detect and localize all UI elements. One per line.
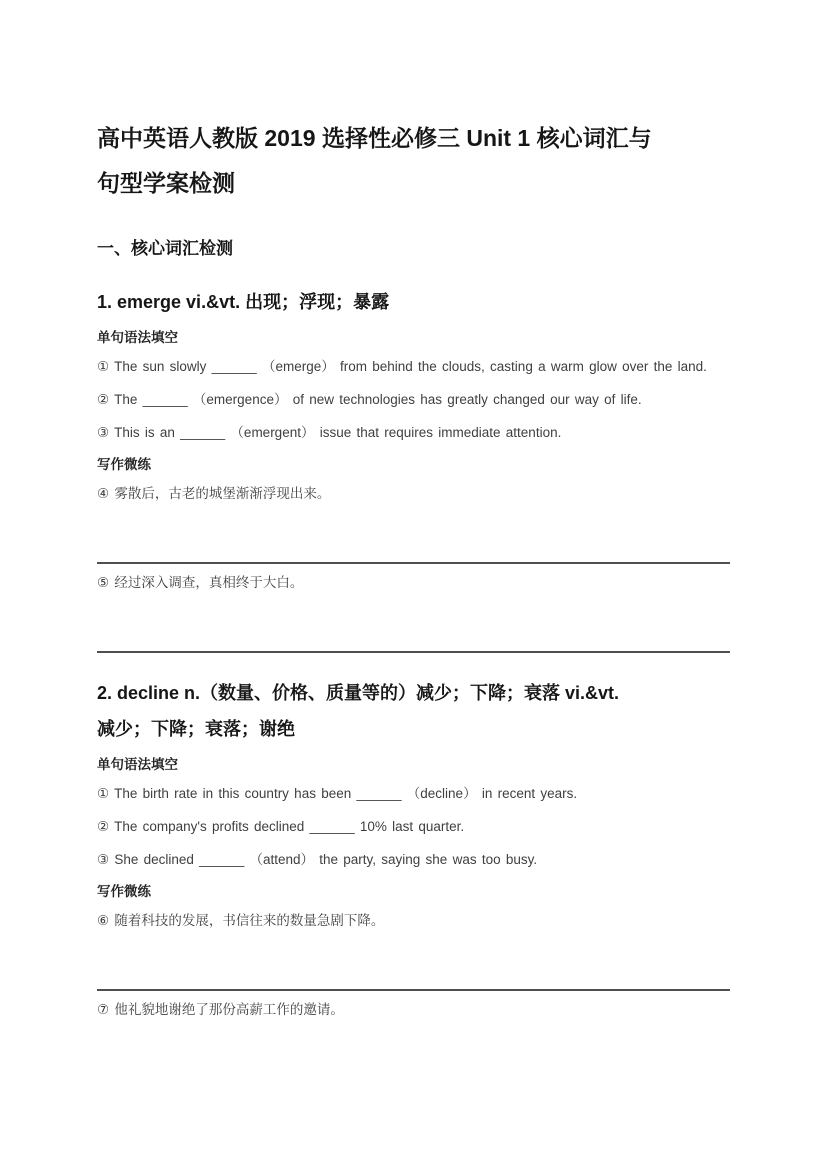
section-heading: 一、核心词汇检测 [97, 239, 233, 258]
answer-writing-area[interactable] [97, 508, 730, 562]
fill-blank-question: ① The sun slowly ______ （emerge） from behind the clouds, casting a warm glow over the land. [97, 359, 707, 374]
writing-practice-items [97, 907, 730, 1024]
fill-blank-label: 单句语法填空 [97, 757, 178, 772]
answer-line [97, 989, 730, 991]
fill-blank-questions [97, 353, 730, 447]
writing-prompt: ⑤ 经过深入调查，真相终于大白。 [97, 575, 304, 590]
fill-blank-questions [97, 780, 730, 874]
word-section [97, 284, 730, 653]
document-title-line: 句型学案检测 [97, 170, 235, 196]
writing-prompt: ⑦ 他礼貌地谢绝了那份高薪工作的邀请。 [97, 1002, 344, 1017]
fill-blank-label: 单句语法填空 [97, 330, 178, 345]
writing-practice-item [97, 569, 730, 653]
fill-blank-question: ② The ______ （emergence） of new technologies has greatly changed our way of life. [97, 392, 642, 407]
word-sections [97, 284, 730, 1024]
fill-blank-question: ② The company's profits declined ______ 10% last quarter. [97, 819, 465, 834]
fill-blank-question: ① The birth rate in this country has been ______ （decline） in recent years. [97, 786, 578, 801]
answer-writing-area[interactable] [97, 935, 730, 989]
word-heading-line: 1. emerge vi.&vt. 出现；浮现；暴露 [97, 292, 390, 312]
word-heading [97, 284, 730, 320]
word-heading [97, 675, 730, 747]
document-title-line: 高中英语人教版 2019 选择性必修三 Unit 1 核心词汇与 [97, 125, 652, 151]
document-title [97, 116, 730, 206]
answer-line [97, 562, 730, 564]
writing-practice-label: 写作微练 [97, 884, 151, 899]
writing-practice-items [97, 480, 730, 653]
answer-writing-area[interactable] [97, 597, 730, 651]
word-section [97, 675, 730, 1024]
fill-blank-question: ③ This is an ______ （emergent） issue that requires immediate attention. [97, 425, 562, 440]
writing-practice-item [97, 480, 730, 564]
word-heading-line: 减少；下降；衰落；谢绝 [97, 719, 295, 739]
writing-prompt: ⑥ 随着科技的发展，书信往来的数量急剧下降。 [97, 913, 385, 928]
fill-blank-question: ③ She declined ______ （attend） the party, saying she was too busy. [97, 852, 538, 867]
writing-practice-item [97, 996, 730, 1024]
answer-line [97, 651, 730, 653]
writing-practice-item [97, 907, 730, 991]
writing-practice-label: 写作微练 [97, 457, 151, 472]
writing-prompt: ④ 雾散后，古老的城堡渐渐浮现出来。 [97, 486, 331, 501]
word-heading-line: 2. decline n.（数量、价格、质量等的）减少；下降；衰落 vi.&vt. [97, 683, 620, 703]
